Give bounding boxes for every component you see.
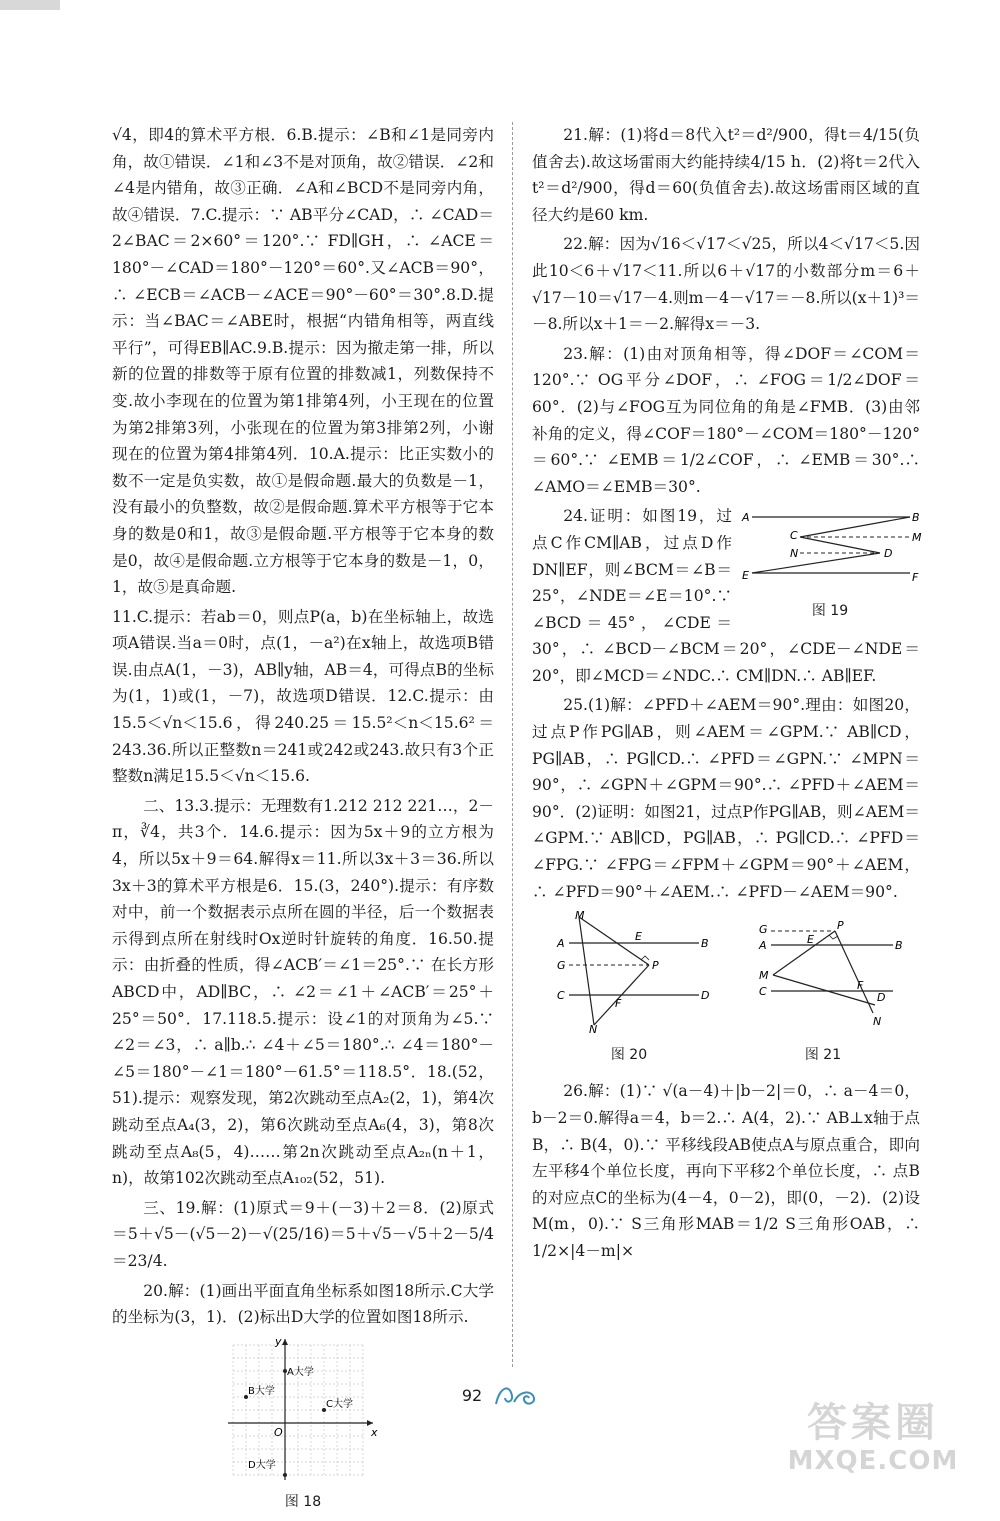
fig19-point-n: N [790,547,799,561]
fig20-point-d: D [701,989,710,1003]
answer-19: 三、19.解：(1)原式＝9＋(－3)＋2＝8．(2)原式＝5＋√5－(√5－2)－√(25/16)＝5＋√5－√5＋2－5/4＝23/4. [112,1198,494,1270]
fig21-point-f: F [857,979,864,993]
answer-24: 24.证明：如图19，过点C作CM∥AB，过点D作DN∥EF，则∠BCM＝∠B＝25°，∠NDE＝∠E＝10°.∵ ∠BCD＝45°，∠CDE＝30°，∴ ∠BCD－∠BCM＝20°，∠CDE－∠NDE＝20°，即∠MCD＝∠NDC.∴ CM∥DN.∴ AB∥EF. [532,507,920,685]
fig19-point-m: M [912,531,922,545]
fig20-point-p: P [652,959,659,973]
answer-25: 25.(1)解：∠PFD＋∠AEM＝90°.理由：如图20，过点P作PG∥AB，则∠AEM＝∠GPM.∵ AB∥CD，PG∥AB，∴ PG∥CD.∴ ∠PFD＝∠GPN.∵ ∠MPN＝90°，∴ ∠GPN＋∠GPM＝90°.∴ ∠PFD＋∠AEM＝90°．(2)证明：如图21，过点P作PG∥AB，则∠AEM＝∠GPM.∵ AB∥CD，PG∥AB，∴ PG∥CD.∴ ∠PFD＝∠FPG.∵ ∠FPG＝∠FPM＋∠GPM＝90°＋∠AEM，∴ ∠PFD＝90°＋∠AEM.∴ ∠PFD－∠AEM＝90°. [532,696,920,901]
answer-26: 26.解：(1)∵ √(a－4)＋|b－2|＝0，∴ a－4＝0，b－2＝0.解得a＝4，b＝2.∴ A(4，2).∵ AB⊥x轴于点B，∴ B(4，0).∵ 平移线段AB使点A与原点重合，即向左平移4个单位长度，再向下平移2个单位长度，∴ 点B的对应点C的坐标为(4－4，0－2)，即(0，－2)．(2)设M(m，0).∵ S三角形MAB＝1/2 S三角形OAB，∴ 1/2×|4－m|× [532,1082,920,1260]
column-divider [512,122,513,1367]
fig21-point-m: M [759,969,769,983]
figures-20-21 [532,909,920,1074]
fig18-label-d: D大学 [248,1459,276,1471]
fig20-point-e: E [635,930,642,944]
fig19-point-f: F [912,571,919,585]
page-number: 92 [461,1385,483,1405]
fig21-point-e: E [807,933,814,947]
fig18-y-label: y [275,1334,282,1348]
watermark-url: MXQE.COM [787,1446,959,1476]
watermark [768,1400,978,1480]
figure-19-diagram [740,509,920,589]
fig21-point-g: G [759,923,768,937]
fig19-point-e: E [742,569,749,583]
answer-22: 22.解：因为√16＜√17＜√25，所以4＜√17＜5.因此10＜6＋√17＜11.所以6＋√17的小数部分m＝6＋√17－10＝√17－4.则m－4－√17＝－8.所以(x＋1)³＝－8.所以x＋1＝－2.解得x＝－3. [532,235,920,334]
fig20-point-a: A [557,937,565,951]
answer-6-12: √4，即4的算术平方根．6.B.提示：∠B和∠1是同旁内角，故①错误．∠1和∠3不是对顶角，故②错误．∠2和∠4是内错角，故③正确．∠A和∠BCD不是同旁内角，故④错误．7.C.提示：∵ AB平分∠CAD，∴ ∠CAD＝2∠BAC＝2×60°＝120°.∵ FD∥GH，∴ ∠ACE＝180°－∠CAD＝180°－120°＝60°.又∠ACB＝90°，∴ ∠ECB＝∠ACB－∠ACE＝90°－60°＝30°.8.D.提示：当∠BAC＝∠ABE时，根据“内错角相等，两直线平行”，可得EB∥AC.9.B.提示：因为撤走第一排，所以新的位置的排数等于原有位置的排数减1，列数保持不变.故小李现在的位置为第1排第4列，小王现在的位置为第2排第3列，小张现在的位置为第3排第2列，小谢现在的位置为第4排第4列．10.A.提示：比正实数小的数不一定是负实数，故①是假命题.最大的负数是－1，没有最小的负整数，故②是假命题.算术平方根等于它本身的数是0和1，故③是假命题.平方根等于它本身的数是0，故④是假命题.立方根等于它本身的数是－1，0，1，故⑤是真命题. [112,126,494,597]
fig19-point-b: B [912,511,920,525]
fig21-point-c: C [759,985,767,999]
fig18-label-a: A大学 [287,1366,314,1378]
fig21-point-b: B [895,939,903,953]
figure-20-box [549,909,710,1074]
figure-19-caption: 图 19 [811,602,849,619]
answer-20: 20.解：(1)画出平面直角坐标系如图18所示.C大学的坐标为(3，1)．(2)标出D大学的位置如图18所示. [112,1281,494,1327]
corner-mark [0,0,60,10]
fig20-point-g: G [557,959,566,973]
figure-21-caption: 图 21 [804,1046,842,1063]
fig19-point-a: A [742,511,750,525]
fig18-label-b: B大学 [248,1385,275,1397]
fig19-point-d: D [884,547,893,561]
left-column [112,122,494,1521]
fig19-point-c: C [790,529,798,543]
fig18-x-label: x [371,1425,378,1439]
figure-21-box [743,913,903,1074]
figure-20-caption: 图 20 [610,1046,648,1063]
fig21-point-d: D [877,991,886,1005]
figure-19-box [740,509,920,630]
fig21-point-a: A [759,939,767,953]
right-column [532,122,920,1268]
fig21-point-n: N [873,1015,882,1029]
figure-20-diagram [549,909,710,1037]
fig20-point-m: M [575,909,585,923]
swirl-ornament-icon [492,1382,538,1408]
watermark-logo: 答案圈 [807,1400,939,1446]
fig18-label-c: C大学 [326,1398,353,1410]
fig21-point-p: P [837,919,844,933]
fig20-point-n: N [589,1023,598,1037]
fig20-point-b: B [701,937,709,951]
fig20-point-c: C [557,989,565,1003]
fig20-point-f: F [615,997,622,1011]
figure-18-coordinate-grid [223,1335,383,1485]
answer-21: 21.解：(1)将d＝8代入t²＝d²/900，得t＝4/15(负值舍去).故这场雷雨大约能持续4/15 h．(2)将t＝2代入t²＝d²/900，得d＝60(负值舍去).故这场雷雨区域的直径大约是60 km. [532,126,920,224]
answer-11-12: 11.C.提示：若ab＝0，则点P(a，b)在坐标轴上，故选项A错误.当a＝0时，点(1，－a²)在x轴上，故选项B错误.由点A(1，－3)，AB∥y轴，AB＝4，可得点B的坐标为(1，1)或(1，－7)，故选项D错误．12.C.提示：由15.5＜√n＜15.6，得240.25＝15.5²＜n＜15.6²＝243.36.所以正整数n＝241或242或243.故只有3个正整数n满足15.5＜√n＜15.6. [112,607,494,786]
figure-18-caption: 图 18 [284,1493,322,1510]
answer-13-18: 二、13.3.提示：无理数有1.212 212 221…，2－π，∛4，共3个．14.6.提示：因为5x＋9的立方根为4，所以5x＋9＝64.解得x＝11.所以3x＋3＝36.所以3x＋3的算术平方根是6．15.(3，240°).提示：有序数对中，前一个数据表示点所在圆的半径，后一个数据表示得到点所在射线时Ox逆时针旋转的角度．16.50.提示：由折叠的性质，得∠ACB′＝∠1＝25°.∵ 在长方形ABCD中，AD∥BC，∴ ∠2＝∠1＋∠ACB′＝25°＋25°＝50°．17.118.5.提示：设∠1的对顶角为∠5.∵ ∠2＝∠3，∴ a∥b.∴ ∠4＋∠5＝180°.∴ ∠4＝180°－∠5＝180°－∠1＝180°－61.5°＝118.5°．18.(52，51).提示：观察发现，第2次跳动至点A₂(2，1)，第4次跳动至点A₄(3，2)，第6次跳动至点A₆(4，3)，第8次跳动至点A₈(5，4)……第2n次跳动至点A₂ₙ(n＋1，n)，故第102次跳动至点A₁₀₂(52，51). [112,796,494,1188]
figure-21-diagram [743,913,903,1033]
fig18-origin-label: O [274,1425,283,1439]
answer-23: 23.解：(1)由对顶角相等，得∠DOF＝∠COM＝120°.∵ OG平分∠DOF，∴ ∠FOG＝1/2∠DOF＝60°．(2)与∠FOG互为同位角的角是∠FMB．(3)由邻补角的定义，得∠COF＝180°－∠COM＝180°－120°＝60°.∵ ∠EMB＝1/2∠COF，∴ ∠EMB＝30°.∴ ∠AMO＝∠EMB＝30°. [532,344,920,496]
